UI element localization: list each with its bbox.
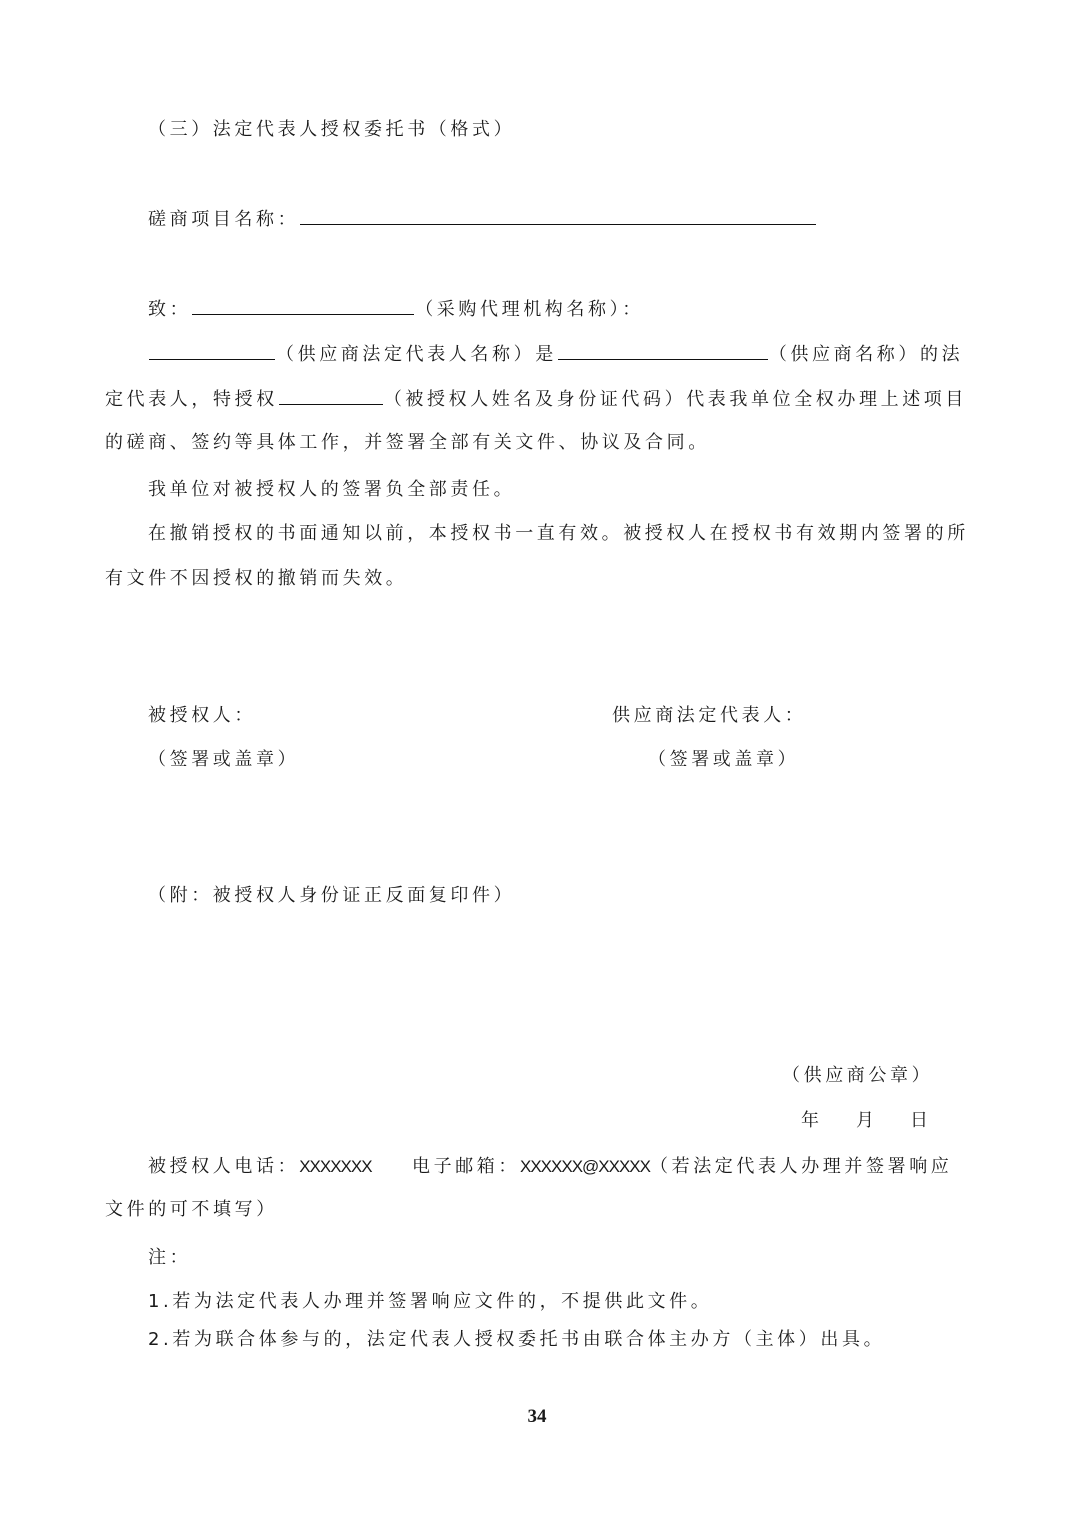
date-year: 年 bbox=[801, 1110, 823, 1131]
contact-note-line2: 文件的可不填写） bbox=[105, 1199, 278, 1220]
project-name-blank[interactable] bbox=[300, 206, 816, 225]
attachment-note: （附：被授权人身份证正反面复印件） bbox=[148, 885, 516, 906]
authorized-person-label: 被授权人： bbox=[148, 705, 256, 726]
supplier-name-blank[interactable] bbox=[558, 341, 768, 360]
para1-line2-suffix: （被授权人姓名及身份证代码）代表我单位全权办理上述项目 bbox=[383, 389, 968, 410]
para3-line1: 在撤销授权的书面通知以前，本授权书一直有效。被授权人在授权书有效期内签署的所 bbox=[148, 523, 969, 544]
para1-line3: 的磋商、签约等具体工作，并签署全部有关文件、协议及合同。 bbox=[105, 432, 710, 453]
agency-hint: （采购代理机构名称）： bbox=[415, 299, 644, 320]
form-title: （三）法定代表人授权委托书（格式） bbox=[148, 119, 516, 140]
para2: 我单位对被授权人的签署负全部责任。 bbox=[148, 479, 516, 500]
page-number: 34 bbox=[527, 1406, 547, 1427]
para1-line1 bbox=[148, 341, 963, 367]
phone-label: 被授权人电话： bbox=[148, 1156, 300, 1177]
to-label: 致： bbox=[148, 299, 192, 320]
note-item-2: 2.若为联合体参与的，法定代表人授权委托书由联合体主办方（主体）出具。 bbox=[148, 1329, 886, 1350]
para3-line2: 有文件不因授权的撤销而失效。 bbox=[105, 568, 408, 589]
date-month: 月 bbox=[856, 1110, 878, 1131]
contact-note-line1: （若法定代表人办理并签署响应 bbox=[650, 1156, 953, 1177]
legal-rep-sign: （签署或盖章） bbox=[648, 749, 800, 770]
email-value: XXXXXX@XXXXX bbox=[520, 1157, 650, 1176]
date-day: 日 bbox=[910, 1110, 932, 1131]
supplier-seal: （供应商公章） bbox=[782, 1065, 934, 1086]
para1-line2 bbox=[105, 386, 967, 412]
legal-rep-label: 供应商法定代表人： bbox=[612, 705, 807, 726]
email-label: 电子邮箱： bbox=[412, 1156, 520, 1177]
authorized-person-sign: （签署或盖章） bbox=[148, 749, 300, 770]
legal-rep-name-hint: （供应商法定代表人名称）是 bbox=[276, 344, 557, 365]
legal-rep-name-blank[interactable] bbox=[149, 341, 275, 360]
project-name-row bbox=[148, 206, 817, 232]
note-item-1: 1.若为法定代表人办理并签署响应文件的，不提供此文件。 bbox=[148, 1291, 713, 1312]
authorized-person-blank[interactable] bbox=[279, 386, 383, 405]
contact-email bbox=[412, 1155, 952, 1179]
contact-line1 bbox=[148, 1155, 372, 1179]
agency-name-blank[interactable] bbox=[192, 296, 414, 315]
para1-line2-prefix: 定代表人，特授权 bbox=[105, 389, 278, 410]
supplier-name-hint: （供应商名称）的法 bbox=[768, 344, 964, 365]
project-name-label: 磋商项目名称： bbox=[148, 209, 300, 230]
notes-heading: 注： bbox=[148, 1247, 192, 1268]
to-row bbox=[148, 296, 644, 322]
phone-value: XXXXXXX bbox=[299, 1157, 372, 1176]
